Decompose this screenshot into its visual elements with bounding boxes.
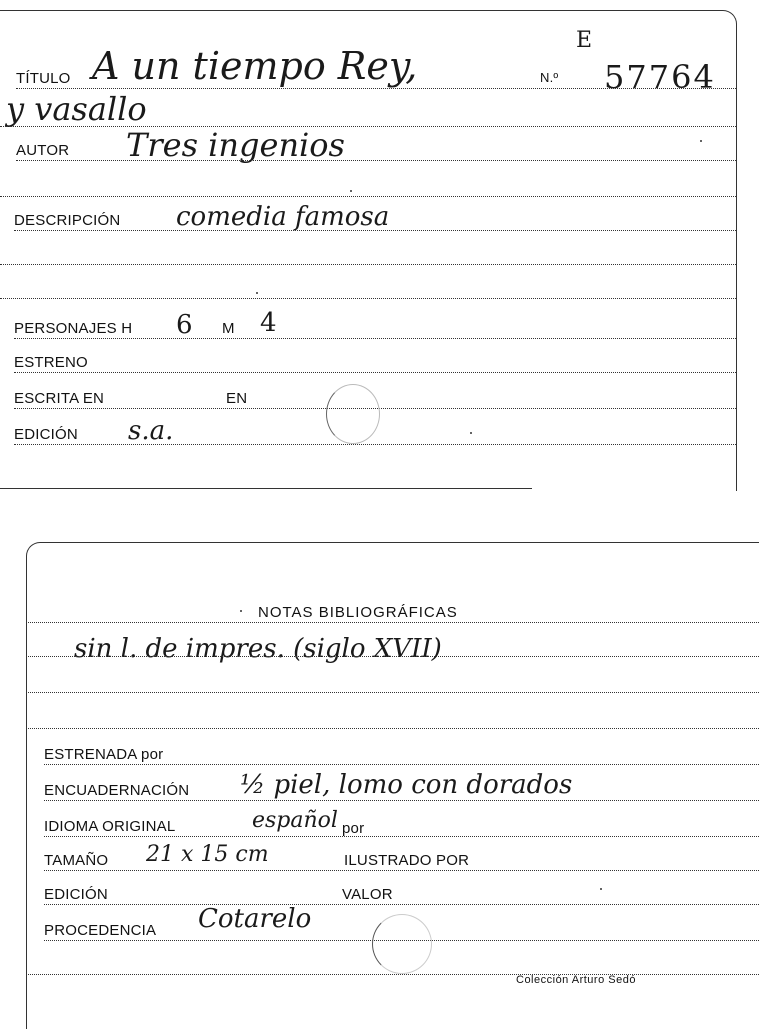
card-top-bottom-edge [0,488,532,489]
notas-line-1 [28,622,759,623]
titulo-line [16,88,736,89]
speck [600,888,602,890]
procedencia-label: PROCEDENCIA [44,922,157,939]
titulo-label: TÍTULO [16,70,71,87]
encuadernacion-value: ½ piel, lomo con dorados [240,770,573,800]
numero-prefix: E [576,28,593,53]
card-bottom-line [28,974,759,975]
encuadernacion-line [44,800,759,801]
punch-hole-mark [326,384,380,444]
valor-label: VALOR [342,886,393,903]
personajes-h-value: 6 [176,310,193,340]
descripcion-line-3 [0,298,736,299]
idioma-value: español [252,808,338,833]
notas-line-2 [28,656,759,657]
notas-heading: NOTAS BIBLIOGRÁFICAS [258,604,458,621]
escrita-en-label: EN [226,390,248,407]
autor-label: AUTOR [16,142,70,159]
punch-hole-mark-2 [372,914,432,974]
personajes-m-label: M [222,320,235,337]
descripcion-label: DESCRIPCIÓN [14,212,121,229]
estrenada-label: ESTRENADA por [44,746,164,763]
personajes-m-value: 4 [260,308,277,338]
numero-value: 57764 [604,58,716,96]
tamano-line [44,870,759,871]
collection-footer: Colección Arturo Sedó [516,974,636,986]
ilustrado-label: ILUSTRADO POR [344,852,470,869]
speck [470,432,472,434]
titulo-value-cont: y vasallo [6,90,147,128]
autor-line [16,160,736,161]
descripcion-value: comedia famosa [176,202,390,232]
speck [240,610,242,612]
edicion-line [14,444,736,445]
edicion-label: EDICIÓN [14,426,78,443]
escrita-label: ESCRITA EN [14,390,105,407]
notas-line-4 [28,728,759,729]
personajes-label: PERSONAJES H [14,320,133,337]
speck [700,140,702,142]
autor-line-2 [0,196,736,197]
idioma-label: IDIOMA ORIGINAL [44,818,176,835]
personajes-line [14,338,736,339]
titulo-line-2 [0,126,736,127]
edicion-bottom-line [44,904,759,905]
speck [350,190,352,192]
numero-label: N.º [540,70,559,85]
notas-value: sin l. de impres. (siglo XVII) [74,634,442,664]
encuadernacion-label: ENCUADERNACIÓN [44,782,190,799]
edicion-bottom-label: EDICIÓN [44,886,108,903]
idioma-por-label: por [342,820,365,837]
titulo-value: A un tiempo Rey, [92,44,418,88]
estrenada-line [44,764,759,765]
edicion-value: s.a. [128,416,174,446]
idioma-line [44,836,759,837]
descripcion-line-2 [0,264,736,265]
autor-value: Tres ingenios [126,126,345,164]
tamano-label: TAMAÑO [44,852,109,869]
estreno-label: ESTRENO [14,354,88,371]
tamano-value: 21 x 15 cm [146,842,269,867]
estreno-line [14,372,736,373]
speck [256,292,258,294]
descripcion-line [14,230,736,231]
procedencia-value: Cotarelo [198,904,312,934]
notas-line-3 [28,692,759,693]
